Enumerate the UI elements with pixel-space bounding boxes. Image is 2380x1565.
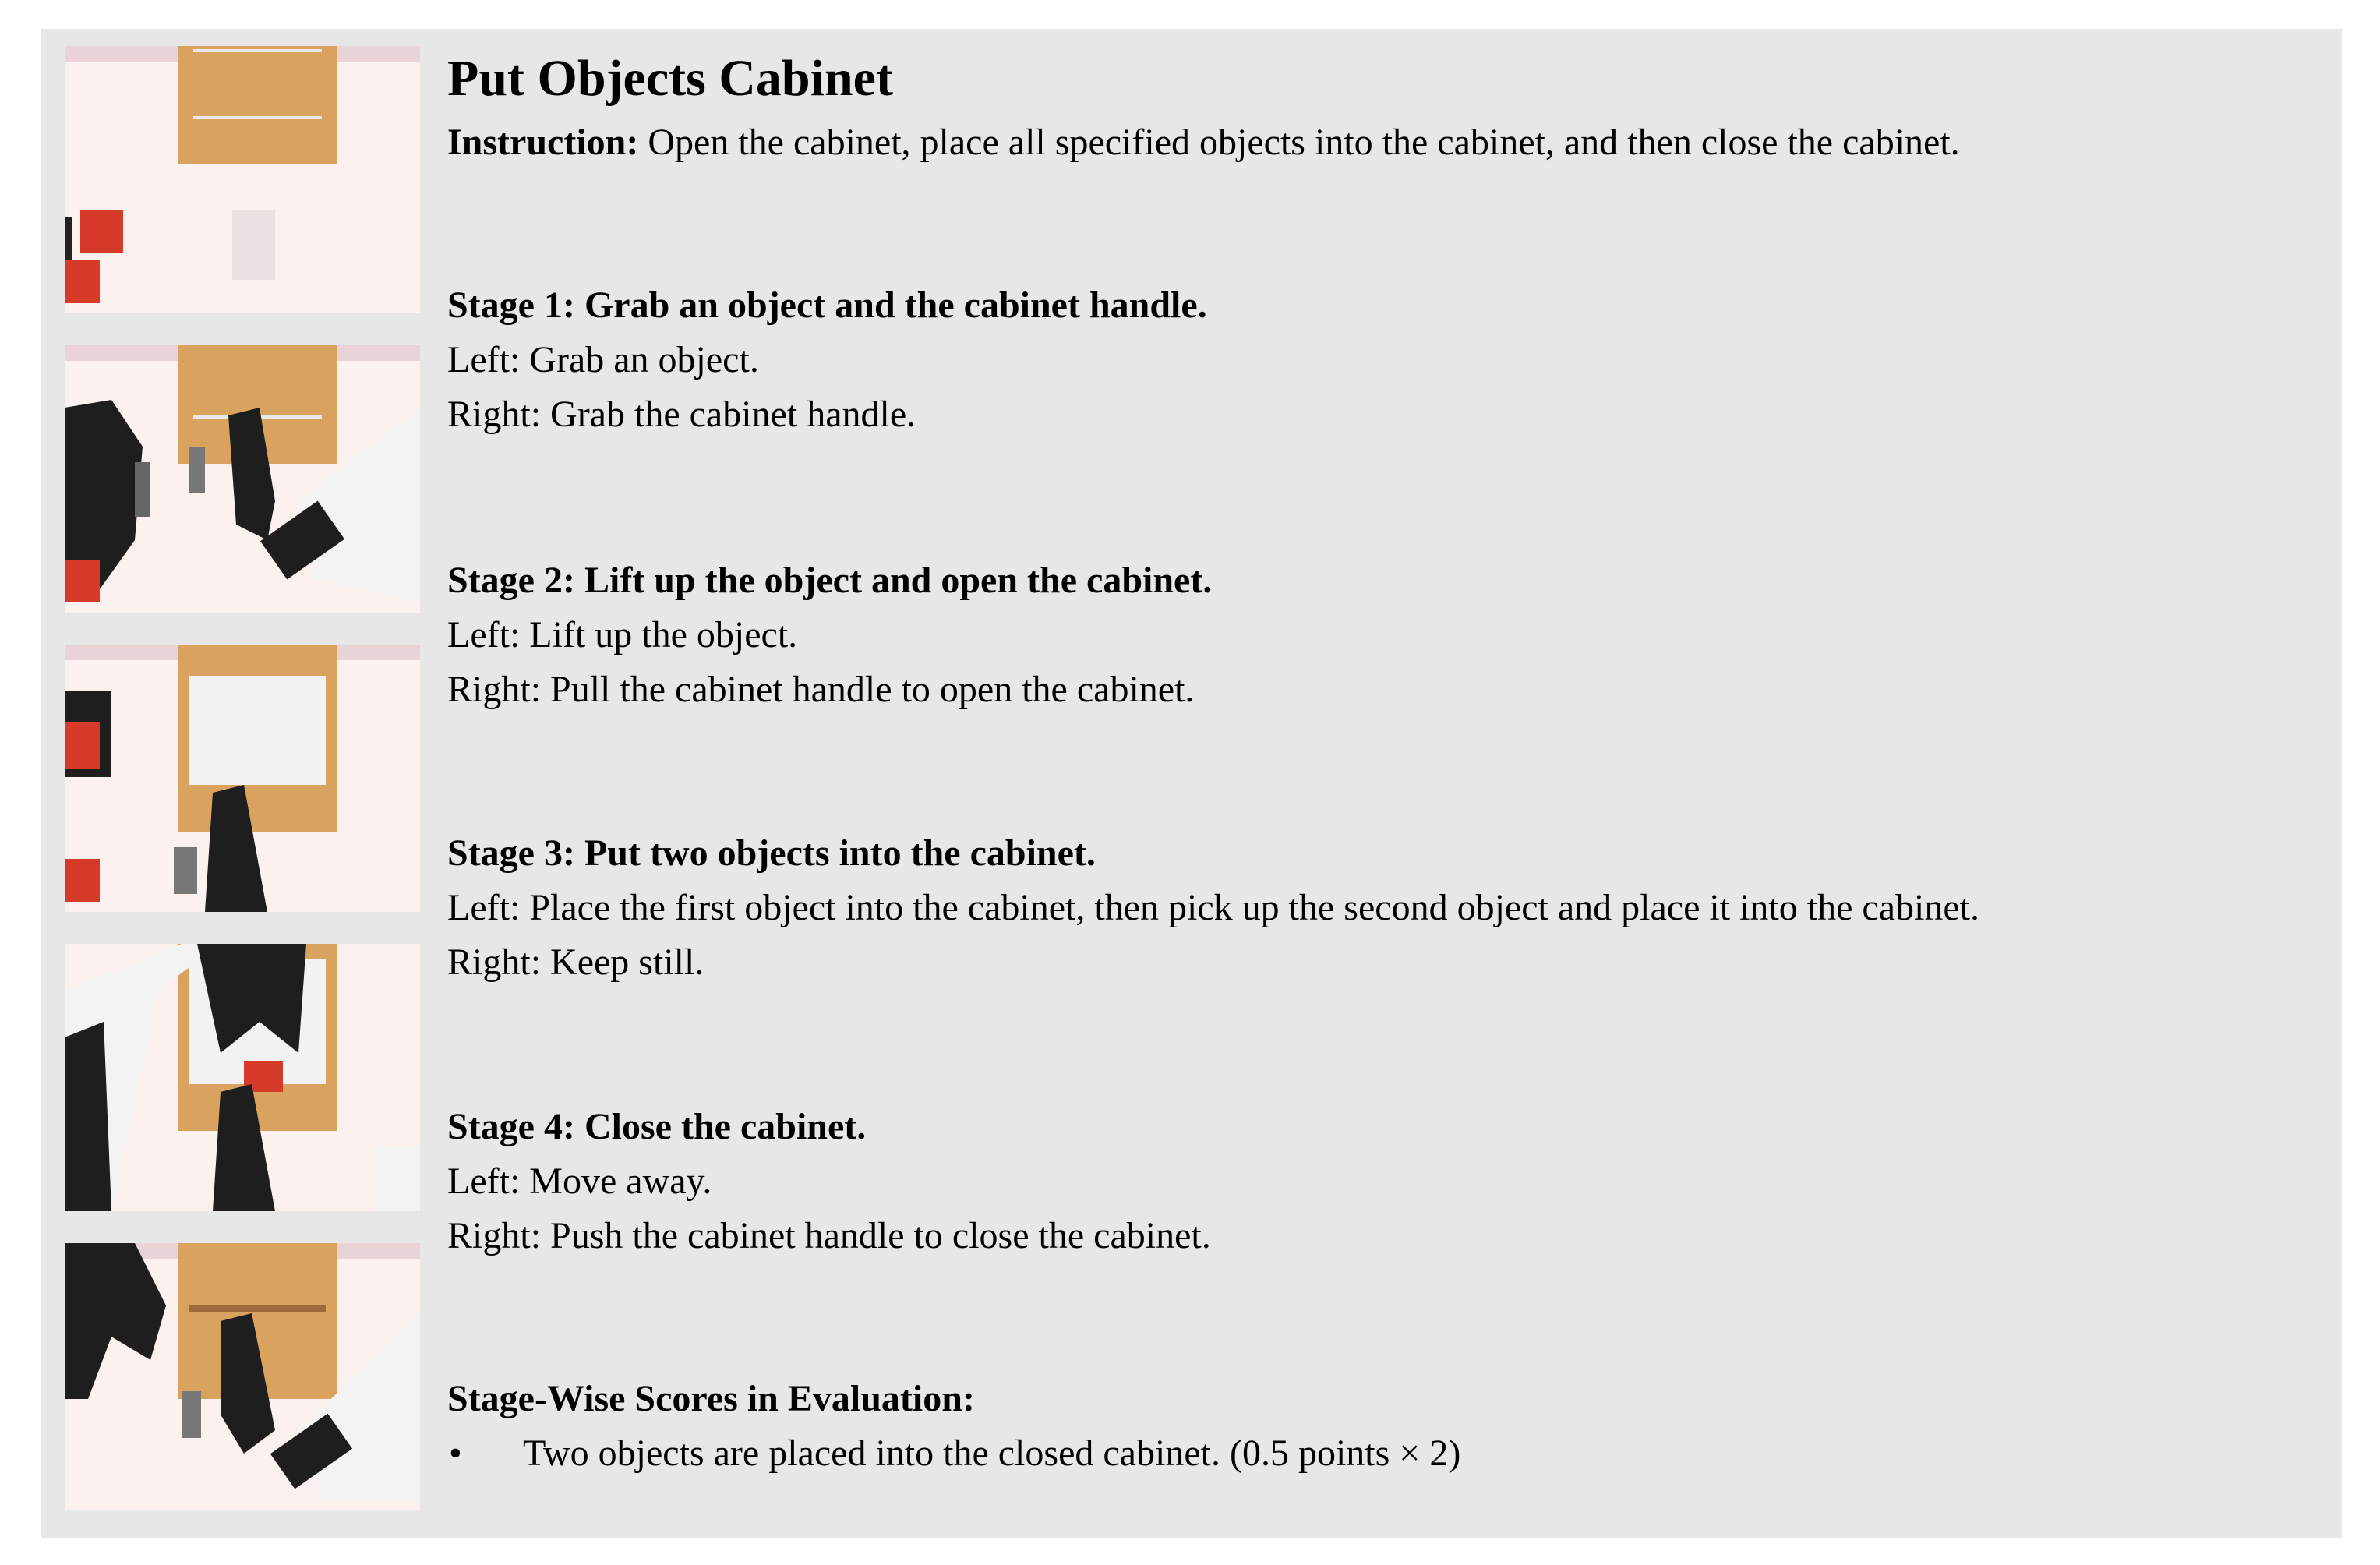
scene-image	[65, 46, 420, 313]
frame-stage-4	[65, 1243, 420, 1510]
frame-stage-3	[65, 944, 420, 1211]
scores-heading: Stage-Wise Scores in Evaluation:	[447, 1378, 975, 1419]
bullet-icon: •	[449, 1433, 462, 1474]
stage-3-left: Left: Place the first object into the cabinet, then pick up the second object and place it into the cabinet.	[447, 887, 1979, 928]
frame-stage-1	[65, 345, 420, 613]
stage-3-heading: Stage 3: Put two objects into the cabinet.	[447, 832, 1096, 874]
stage-1-right: Right: Grab the cabinet handle.	[447, 394, 916, 435]
stage-4-right: Right: Push the cabinet handle to close the cabinet.	[447, 1215, 1211, 1256]
instruction-label: Instruction:	[447, 122, 639, 163]
stage-2-right: Right: Pull the cabinet handle to open the cabinet.	[447, 669, 1195, 710]
stage-1-heading: Stage 1: Grab an object and the cabinet handle.	[447, 284, 1207, 326]
instruction	[447, 115, 1960, 170]
stage-1-left: Left: Grab an object.	[447, 339, 759, 380]
score-item: Two objects are placed into the closed cabinet. (0.5 points × 2)	[523, 1433, 1461, 1474]
cabinet	[178, 46, 337, 164]
object-box	[80, 210, 123, 253]
frame-stage-2	[65, 645, 420, 912]
stage-3-right: Right: Keep still.	[447, 941, 704, 983]
stage-4-heading: Stage 4: Close the cabinet.	[447, 1106, 867, 1147]
page-title: Put Objects Cabinet	[447, 50, 893, 107]
stage-2-left: Left: Lift up the object.	[447, 614, 798, 655]
frame-initial	[65, 46, 420, 313]
stage-2-heading: Stage 2: Lift up the object and open the cabinet.	[447, 560, 1213, 601]
instruction-text: Open the cabinet, place all specified objects into the cabinet, and then close the cabinet.	[638, 122, 1960, 163]
stage-4-left: Left: Move away.	[447, 1161, 712, 1202]
